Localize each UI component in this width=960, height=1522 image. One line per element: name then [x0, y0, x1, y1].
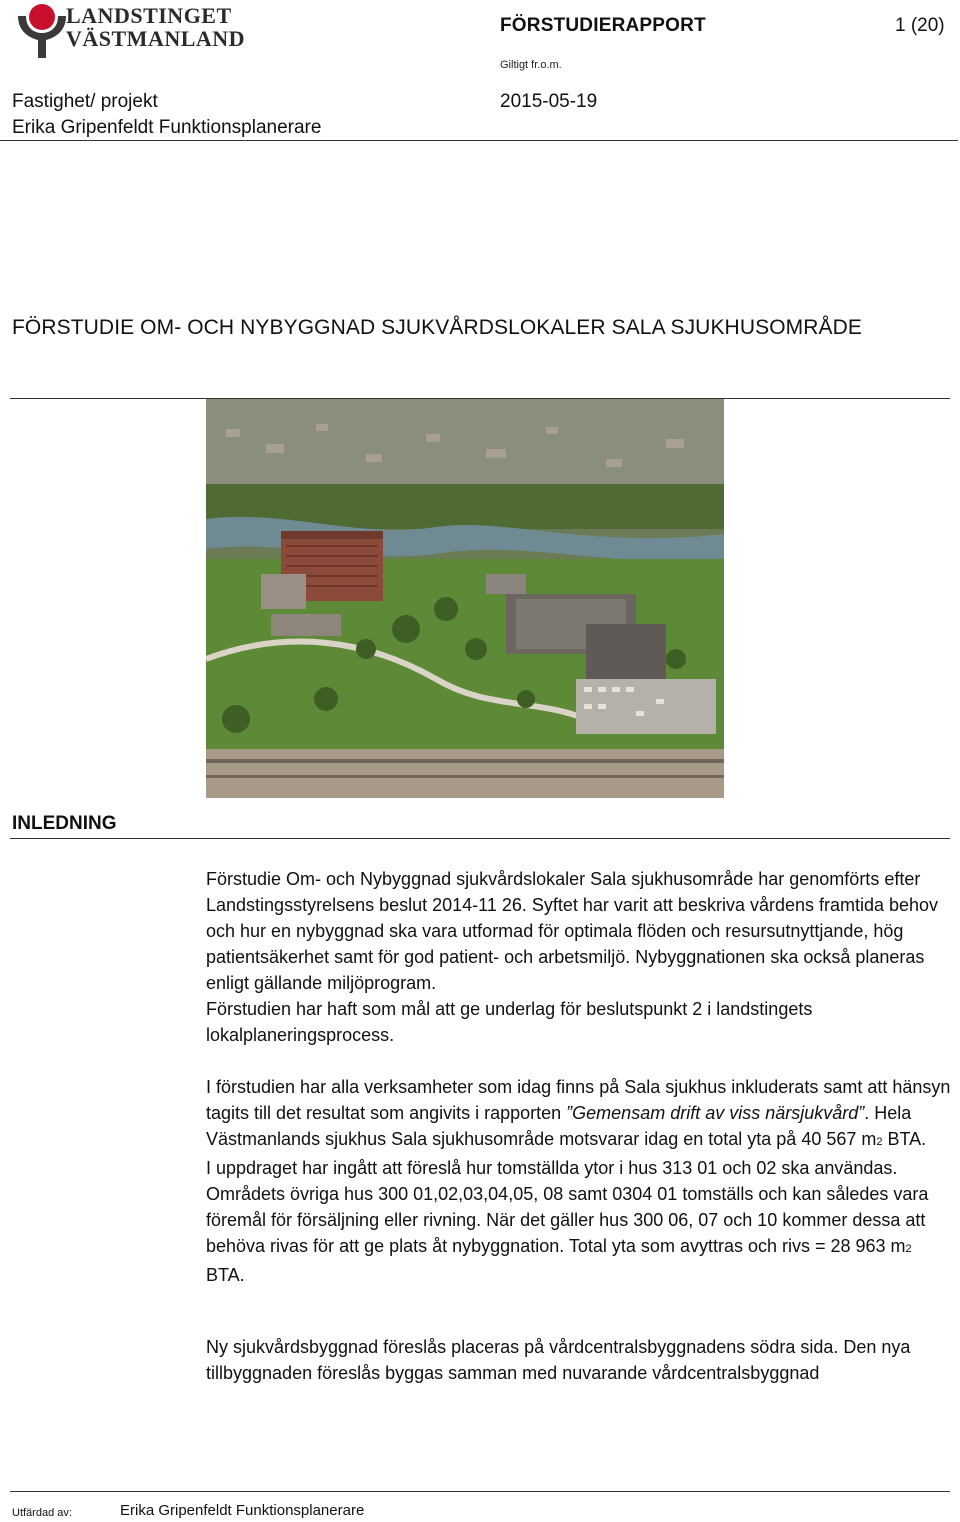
section-heading: INLEDNING: [12, 813, 117, 834]
page-number: 1 (20): [895, 15, 945, 36]
paragraph-text: I uppdraget har ingått att föreslå hur tomställda ytor i hus 313 01 och 02 ska användas. Områdets övriga hus 300 01,02,03,04,05, 08 samt 0304 01 tomställs och kan således vara föremål för försäljning eller rivning. När det gäller hus 300 06, 07 och 10 kommer dessa att behöva rivas för att ge plats åt nybyggnation. Total yta som avyttras och rivs = 28 963 m2 BTA.: [206, 1158, 929, 1285]
logo-text-line1: LANDSTINGET: [66, 3, 232, 28]
paragraph-text: Förstudien har haft som mål att ge underlag för beslutspunkt 2 i landstingets lokalplaneringsprocess.: [206, 999, 813, 1045]
paragraph-text: Förstudie Om- och Nybyggnad sjukvårdslokaler Sala sjukhusområde har genomförts efter Landstingsstyrelsens beslut 2014-11 26. Syftet har varit att beskriva vårdens framtida behov och hur en nybyggnad ska vara utformad för optimala flöden och resursutnyttjande, hög patientsäkerhet samt för god patient- och arbetsmiljö. Nybyggnationen ska också planeras enligt gällande miljöprogram.: [206, 869, 939, 993]
footer-divider: [10, 1491, 950, 1492]
paragraph-3: [206, 1334, 951, 1386]
report-name: ”Gemensam drift av viss närsjukvård”: [566, 1103, 865, 1123]
paragraph-text: I förstudien har alla verksamheter som idag finns på Sala sjukhus inkluderats samt att hänsyn tagits till det resultat som angivits i rapporten ”Gemensam drift av viss närsjukvård”. Hela Västmanlands sjukhus Sala sjukhusområde motsvarar idag en total yta på 40 567 m2 BTA.: [206, 1077, 951, 1149]
issued-by-label: Utfärdad av:: [12, 1507, 72, 1519]
document-date: 2015-05-19: [500, 91, 598, 112]
valid-from-label: Giltigt fr.o.m.: [500, 59, 562, 71]
document-title: FÖRSTUDIE OM- OCH NYBYGGNAD SJUKVÅRDSLOKALER SALA SJUKHUSOMRÅDE: [12, 316, 862, 339]
issued-by-name: Erika Gripenfeldt Funktionsplanerare: [120, 1502, 365, 1519]
logo-wordmark: [66, 4, 245, 50]
header-divider: [0, 140, 958, 141]
document-type: FÖRSTUDIERAPPORT: [500, 15, 706, 36]
aerial-photo-hospital-area: [206, 399, 724, 798]
document-author: Erika Gripenfeldt Funktionsplanerare: [12, 117, 322, 138]
property-project-label: Fastighet/ projekt: [12, 91, 158, 112]
section-divider: [10, 838, 950, 839]
logo-text-line2: VÄSTMANLAND: [66, 26, 246, 51]
logo-icon: [12, 2, 72, 58]
paragraph-2: [206, 1074, 951, 1288]
paragraph-1: [206, 866, 951, 1048]
paragraph-text: Ny sjukvårdsbyggnad föreslås placeras på vårdcentralsbyggnadens södra sida. Den nya tillbyggnaden föreslås byggas samman med nuvarande vårdcentralsbyggnad: [206, 1337, 911, 1383]
